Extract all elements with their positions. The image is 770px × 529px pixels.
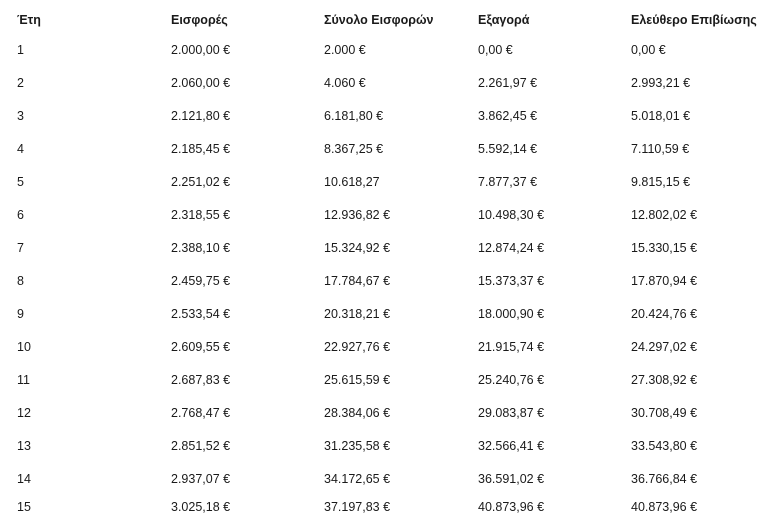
cell-contribution: 2.768,47 € [171, 406, 231, 420]
cell-year: 10 [17, 340, 31, 354]
table-row [0, 238, 770, 258]
cell-year: 8 [17, 274, 24, 288]
cell-surrender: 10.498,30 € [478, 208, 545, 222]
cell-contribution: 2.388,10 € [171, 241, 231, 255]
cell-total: 12.936,82 € [324, 208, 391, 222]
cell-total: 6.181,80 € [324, 109, 384, 123]
cell-total: 20.318,21 € [324, 307, 391, 321]
table-row [0, 469, 770, 489]
cell-year: 7 [17, 241, 24, 255]
cell-total: 28.384,06 € [324, 406, 391, 420]
cell-surrender: 32.566,41 € [478, 439, 545, 453]
cell-year: 5 [17, 175, 24, 189]
cell-survival: 12.802,02 € [631, 208, 698, 222]
table-row [0, 205, 770, 225]
cell-year: 6 [17, 208, 24, 222]
cell-year: 4 [17, 142, 24, 156]
cell-year: 9 [17, 307, 24, 321]
cell-contribution: 2.185,45 € [171, 142, 231, 156]
cell-total: 31.235,58 € [324, 439, 391, 453]
cell-contribution: 2.937,07 € [171, 472, 231, 486]
cell-surrender: 3.862,45 € [478, 109, 538, 123]
table-row [0, 106, 770, 126]
cell-survival: 17.870,94 € [631, 274, 698, 288]
cell-contribution: 3.025,18 € [171, 500, 231, 514]
table-row [0, 271, 770, 291]
cell-surrender: 25.240,76 € [478, 373, 545, 387]
cell-survival: 27.308,92 € [631, 373, 698, 387]
cell-total: 8.367,25 € [324, 142, 384, 156]
cell-surrender: 36.591,02 € [478, 472, 545, 486]
cell-surrender: 2.261,97 € [478, 76, 538, 90]
cell-contribution: 2.060,00 € [171, 76, 231, 90]
cell-year: 2 [17, 76, 24, 90]
cell-surrender: 21.915,74 € [478, 340, 545, 354]
table-row [0, 337, 770, 357]
cell-survival: 36.766,84 € [631, 472, 698, 486]
cell-surrender: 0,00 € [478, 43, 513, 57]
cell-year: 1 [17, 43, 24, 57]
cell-surrender: 7.877,37 € [478, 175, 538, 189]
cell-surrender: 15.373,37 € [478, 274, 545, 288]
cell-surrender: 12.874,24 € [478, 241, 545, 255]
table-row [0, 436, 770, 456]
table-row [0, 40, 770, 60]
cell-survival: 5.018,01 € [631, 109, 691, 123]
cell-contribution: 2.533,54 € [171, 307, 231, 321]
cell-total: 34.172,65 € [324, 472, 391, 486]
cell-survival: 30.708,49 € [631, 406, 698, 420]
cell-surrender: 5.592,14 € [478, 142, 538, 156]
table-row [0, 73, 770, 93]
cell-total: 2.000 € [324, 43, 366, 57]
table-row [0, 403, 770, 423]
cell-contribution: 2.687,83 € [171, 373, 231, 387]
cell-total: 37.197,83 € [324, 500, 391, 514]
header-total-contributions: Σύνολο Εισφορών [324, 13, 434, 27]
table-header-row [0, 10, 770, 30]
table-row [0, 304, 770, 324]
cell-contribution: 2.609,55 € [171, 340, 231, 354]
cell-survival: 15.330,15 € [631, 241, 698, 255]
cell-total: 25.615,59 € [324, 373, 391, 387]
table-row [0, 172, 770, 192]
table-row [0, 139, 770, 159]
cell-survival: 7.110,59 € [631, 142, 690, 156]
cell-survival: 24.297,02 € [631, 340, 698, 354]
cell-surrender: 29.083,87 € [478, 406, 545, 420]
cell-surrender: 18.000,90 € [478, 307, 545, 321]
cell-survival: 20.424,76 € [631, 307, 698, 321]
cell-contribution: 2.851,52 € [171, 439, 231, 453]
cell-contribution: 2.251,02 € [171, 175, 231, 189]
cell-year: 15 [17, 500, 31, 514]
cell-year: 14 [17, 472, 31, 486]
cell-year: 12 [17, 406, 31, 420]
header-survival-free: Ελεύθερο Επιβίωσης [631, 13, 757, 27]
cell-total: 10.618,27 [324, 175, 380, 189]
cell-survival: 40.873,96 € [631, 500, 698, 514]
cell-total: 22.927,76 € [324, 340, 391, 354]
cell-contribution: 2.000,00 € [171, 43, 231, 57]
cell-survival: 33.543,80 € [631, 439, 698, 453]
header-years: Έτη [17, 13, 41, 27]
cell-survival: 0,00 € [631, 43, 666, 57]
cell-surrender: 40.873,96 € [478, 500, 545, 514]
cell-total: 17.784,67 € [324, 274, 391, 288]
cell-contribution: 2.121,80 € [171, 109, 231, 123]
cell-survival: 2.993,21 € [631, 76, 691, 90]
cell-total: 15.324,92 € [324, 241, 391, 255]
table-row [0, 370, 770, 390]
cell-year: 3 [17, 109, 24, 123]
cell-survival: 9.815,15 € [631, 175, 691, 189]
cell-total: 4.060 € [324, 76, 366, 90]
cell-contribution: 2.318,55 € [171, 208, 231, 222]
cell-contribution: 2.459,75 € [171, 274, 231, 288]
cell-year: 13 [17, 439, 31, 453]
header-surrender: Εξαγορά [478, 13, 530, 27]
cell-year: 11 [17, 373, 30, 387]
table-row [0, 497, 770, 517]
header-contributions: Εισφορές [171, 13, 228, 27]
